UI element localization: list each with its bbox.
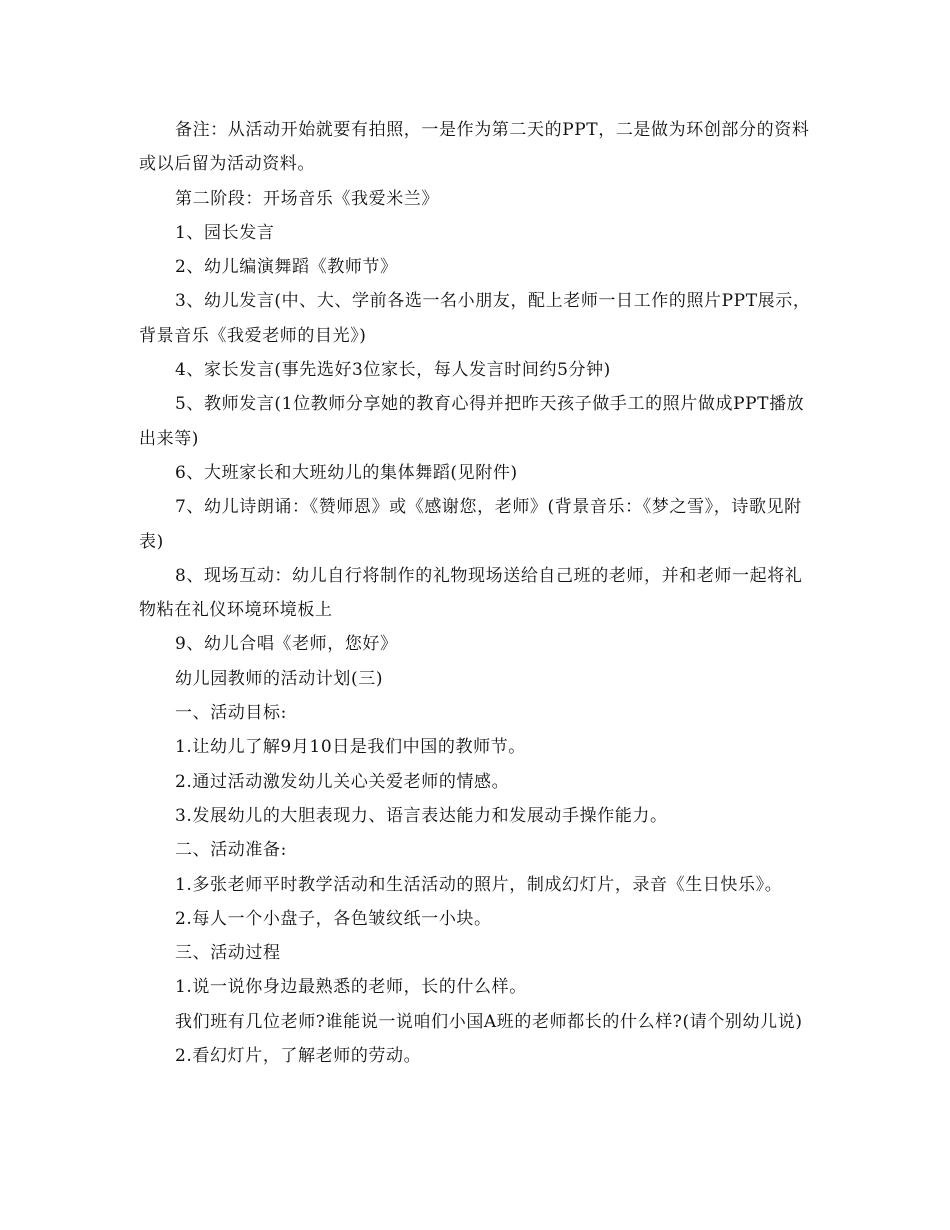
preparation-item-2: 2.每人一个小盘子，各色皱纹纸一小块。 bbox=[175, 908, 492, 929]
program-item-9: 9、幼儿合唱《老师，您好》 bbox=[175, 634, 398, 655]
program-item-3: 3、幼儿发言(中、大、学前各选一名小朋友，配上老师一日工作的照片PPT展示，背景音乐《我爱老师的目光》) bbox=[139, 291, 811, 346]
program-item-1: 1、园长发言 bbox=[175, 222, 275, 243]
process-item-2: 2.看幻灯片，了解老师的劳动。 bbox=[175, 1046, 422, 1067]
goal-item-1: 1.让幼儿了解9月10日是我们中国的教师节。 bbox=[175, 737, 526, 758]
program-item-6: 6、大班家长和大班幼儿的集体舞蹈(见附件) bbox=[175, 462, 518, 483]
process-question: 我们班有几位老师?谁能说一说咱们小国A班的老师都长的什么样?(请个别幼儿说) bbox=[175, 1011, 803, 1032]
document-body bbox=[139, 113, 819, 1073]
goal-item-2: 2.通过活动激发幼儿关心关爱老师的情感。 bbox=[175, 771, 510, 792]
program-item-2: 2、幼儿编演舞蹈《教师节》 bbox=[175, 257, 398, 278]
program-item-5: 5、教师发言(1位教师分享她的教育心得并把昨天孩子做手工的照片做成PPT播放出来等) bbox=[139, 394, 805, 449]
program-item-8: 8、现场互动：幼儿自行将制作的礼物现场送给自己班的老师，并和老师一起将礼物粘在礼仪环境环境板上 bbox=[139, 565, 803, 621]
plan-three-title: 幼儿园教师的活动计划(三) bbox=[175, 668, 384, 689]
program-item-4: 4、家长发言(事先选好3位家长，每人发言时间约5分钟) bbox=[175, 360, 611, 381]
goal-item-3: 3.发展幼儿的大胆表现力、语言表达能力和发展动手操作能力。 bbox=[175, 805, 668, 826]
section-goals-heading: 一、活动目标: bbox=[175, 703, 287, 724]
stage-two-heading: 第二阶段：开场音乐《我爱米兰》 bbox=[175, 188, 439, 209]
note-paragraph: 备注：从活动开始就要有拍照，一是作为第二天的PPT，二是做为环创部分的资料或以后留为活动资料。 bbox=[139, 120, 810, 175]
program-item-7: 7、幼儿诗朗诵：《赞师恩》或《感谢您，老师》(背景音乐：《梦之雪》，诗歌见附表) bbox=[139, 497, 802, 552]
preparation-item-1: 1.多张老师平时教学活动和生活活动的照片，制成幻灯片，录音《生日快乐》。 bbox=[175, 874, 783, 895]
section-preparation-heading: 二、活动准备: bbox=[175, 840, 287, 861]
section-process-heading: 三、活动过程 bbox=[175, 943, 281, 964]
process-item-1: 1.说一说你身边最熟悉的老师，长的什么样。 bbox=[175, 977, 527, 998]
